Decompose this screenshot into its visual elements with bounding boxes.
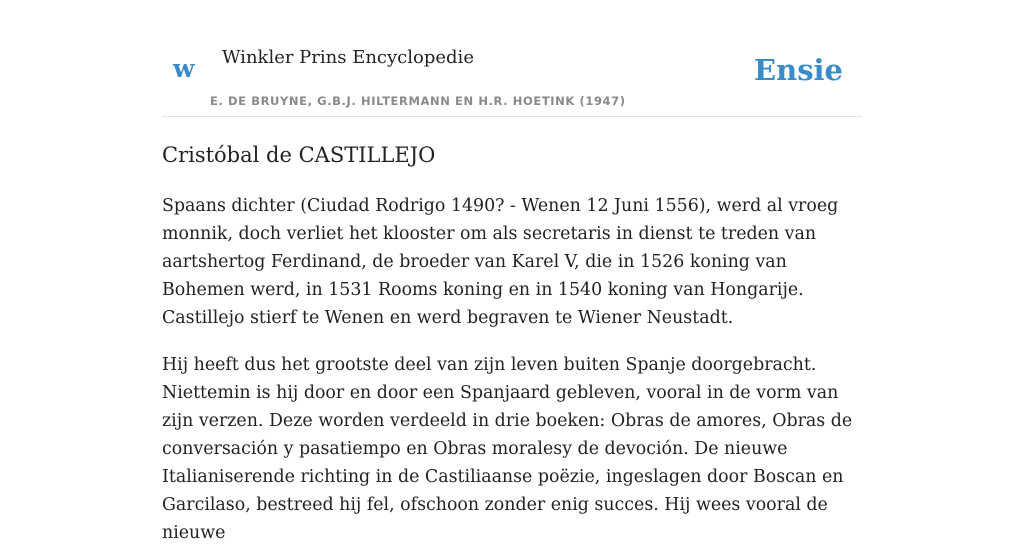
article-body	[162, 192, 862, 547]
publication-title[interactable]: Winkler Prins Encyclopedie	[222, 47, 474, 68]
brand-logo[interactable]: Ensie	[754, 53, 843, 87]
article-paragraph: Spaans dichter (Ciudad Rodrigo 1490? - Wenen 12 Juni 1556), werd al vroeg monnik, doch verliet het klooster om als secretaris in dienst te treden van aartshertog Ferdinand, de broeder van Karel V, die in 1526 koning van Bohemen werd, in 1531 Rooms koning en in 1540 koning van Hongarije. Castillejo stierf te Wenen en werd begraven te Wiener Neustadt.	[162, 196, 839, 328]
article-paragraph: Hij heeft dus het grootste deel van zijn leven buiten Spanje doorgebracht. Niettemin is hij door en door een Spanjaard gebleven, vooral in de vorm van zijn verzen. Deze worden verdeeld in drie boeken: Obras de amores, Obras de conversación y pasatiempo en Obras moralesy de devoción. De nieuwe Italianiserende richting in de Castiliaanse poëzie, ingeslagen door Boscan en Garcilaso, bestreed hij fel, ofschoon zonder enig succes. Hij wees vooral de nieuwe	[162, 355, 853, 543]
article	[162, 138, 862, 547]
article-title: Cristóbal de CASTILLEJO	[162, 143, 436, 167]
site-header	[162, 0, 862, 117]
publication-authors: E. DE BRUYNE, G.B.J. HILTERMANN EN H.R. HOETINK (1947)	[210, 94, 626, 108]
publication-logo[interactable]: w	[173, 54, 195, 83]
